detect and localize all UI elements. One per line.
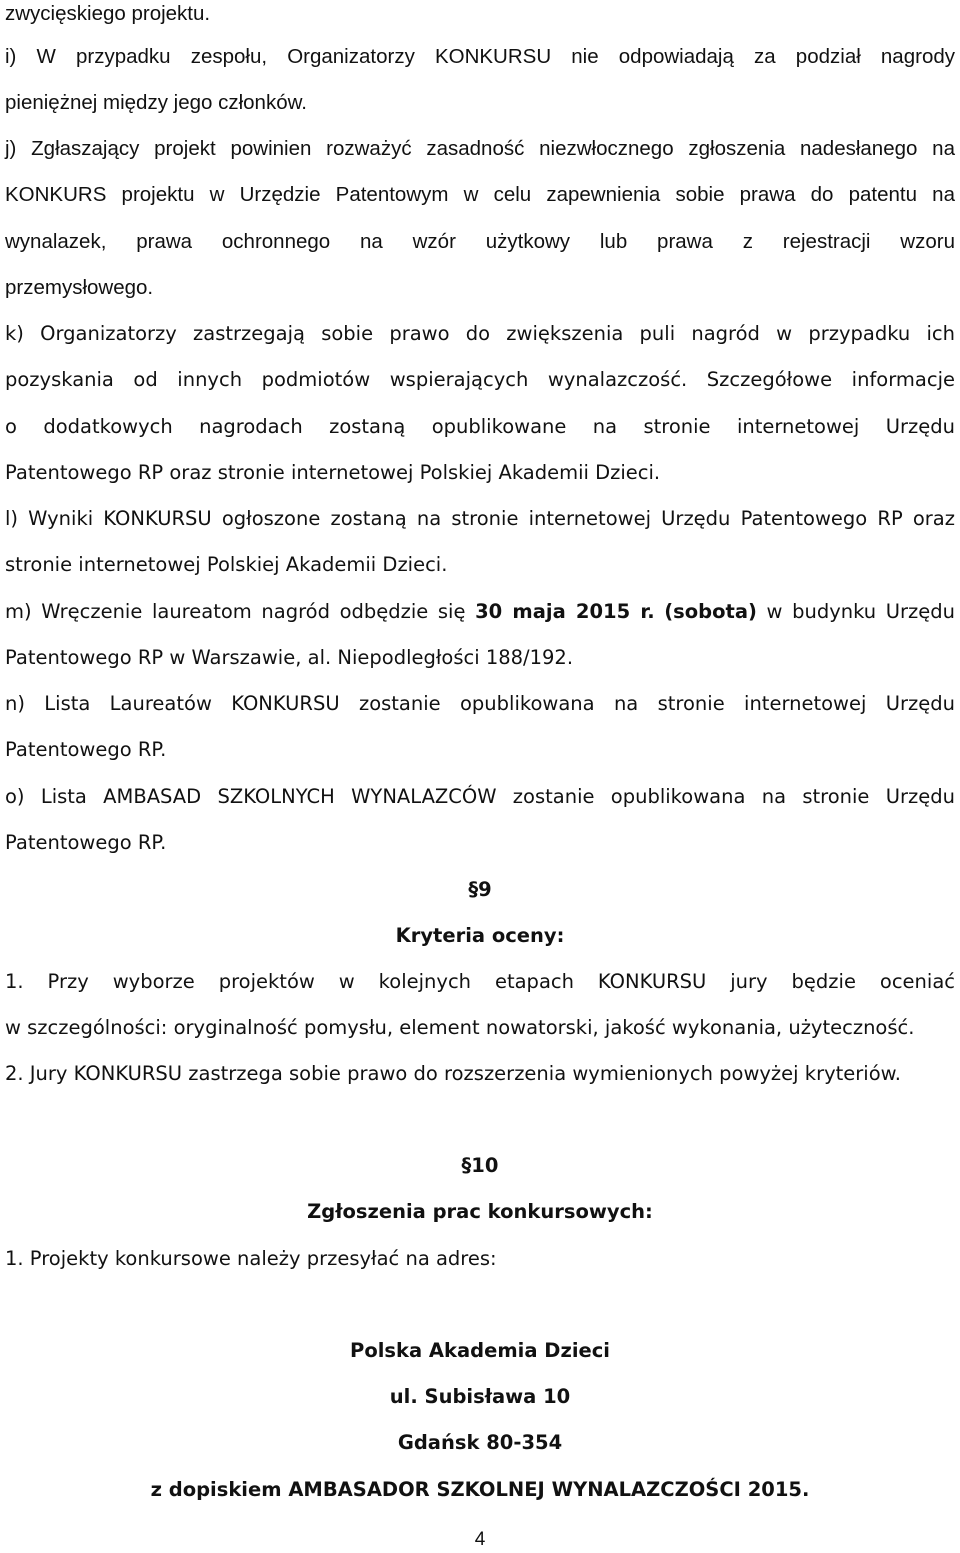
paragraph-line: przemysłowego. [5,276,154,299]
paragraph-line: w szczególności: oryginalność pomysłu, element nowatorski, jakość wykonania, użyteczność. [5,1016,915,1039]
ceremony-text: m) Wręczenie laureatom nagród odbędzie się [5,600,466,623]
paragraph-line-laureates [5,690,955,718]
ceremony-day: (sobota) [664,600,757,623]
paragraph-line: l) Wyniki KONKURSU ogłoszone zostaną na stronie internetowej Urzędu Patentowego RP oraz [5,507,955,530]
paragraph-line: o dodatkowych nagrodach zostaną opublikowane na stronie internetowej Urzędu [5,415,955,438]
paragraph-line-ceremony [5,598,955,626]
paragraph-line: 1. Projekty konkursowe należy przesyłać na adres: [5,1247,497,1270]
paragraph-line: 2. Jury KONKURSU zastrzega sobie prawo do rozszerzenia wymienionych powyżej kryteriów. [5,1062,902,1085]
paragraph-line: pieniężnej między jego członków. [5,91,307,114]
paragraph-line: zwycięskiego projektu. [5,2,211,25]
ceremony-date: 30 maja 2015 r. [475,600,655,623]
paragraph-line: 1. Przy wyborze projektów w kolejnych etapach KONKURSU jury będzie oceniać [5,970,955,993]
paragraph-line: KONKURS projektu w Urzędzie Patentowym w celu zapewnienia sobie prawa do patentu na [5,183,955,206]
paragraph-line: o) Lista AMBASAD SZKOLNYCH WYNALAZCÓW zostanie opublikowana na stronie Urzędu [5,785,955,808]
address-name: Polska Akademia Dzieci [350,1339,610,1362]
paragraph-line: wynalazek, prawa ochronnego na wzór użytkowy lub prawa z rejestracji wzoru [5,230,955,253]
address-city: Gdańsk 80-354 [397,1431,563,1454]
paragraph-line: Patentowego RP. [5,738,167,761]
laureates-text: n) Lista Laureatów KONKURSU zostanie opublikowana [5,692,595,715]
paragraph-line: stronie internetowej Polskiej Akademii Dzieci. [5,553,448,576]
section-heading: Zgłoszenia prac konkursowych: [307,1200,653,1223]
address-street: ul. Subisława 10 [389,1385,571,1408]
address-note: z dopiskiem AMBASADOR SZKOLNEJ WYNALAZCZOŚCI 2015. [150,1478,810,1501]
page-number: 4 [474,1529,486,1550]
section-number: §10 [461,1154,499,1177]
paragraph-line: k) Organizatorzy zastrzegają sobie prawo do zwiększenia puli nagród w przypadku ich [5,322,955,345]
paragraph-line: Patentowego RP. [5,831,167,854]
paragraph-line: j) Zgłaszający projekt powinien rozważyć zasadność niezwłocznego zgłoszenia nadesłanego na [5,137,955,160]
paragraph-line: Patentowego RP oraz stronie internetowej Polskiej Akademii Dzieci. [5,461,661,484]
laureates-location: na stronie internetowej Urzędu [613,692,956,715]
section-number: §9 [468,878,492,901]
paragraph-line: i) W przypadku zespołu, Organizatorzy KONKURSU nie odpowiadają za podział nagrody [5,45,955,68]
ceremony-venue: w budynku Urzędu [766,600,956,623]
paragraph-line: Patentowego RP w Warszawie, al. Niepodległości 188/192. [5,646,574,669]
paragraph-line: pozyskania od innych podmiotów wspierających wynalazczość. Szczegółowe informacje [5,368,955,391]
section-heading: Kryteria oceny: [395,924,565,947]
